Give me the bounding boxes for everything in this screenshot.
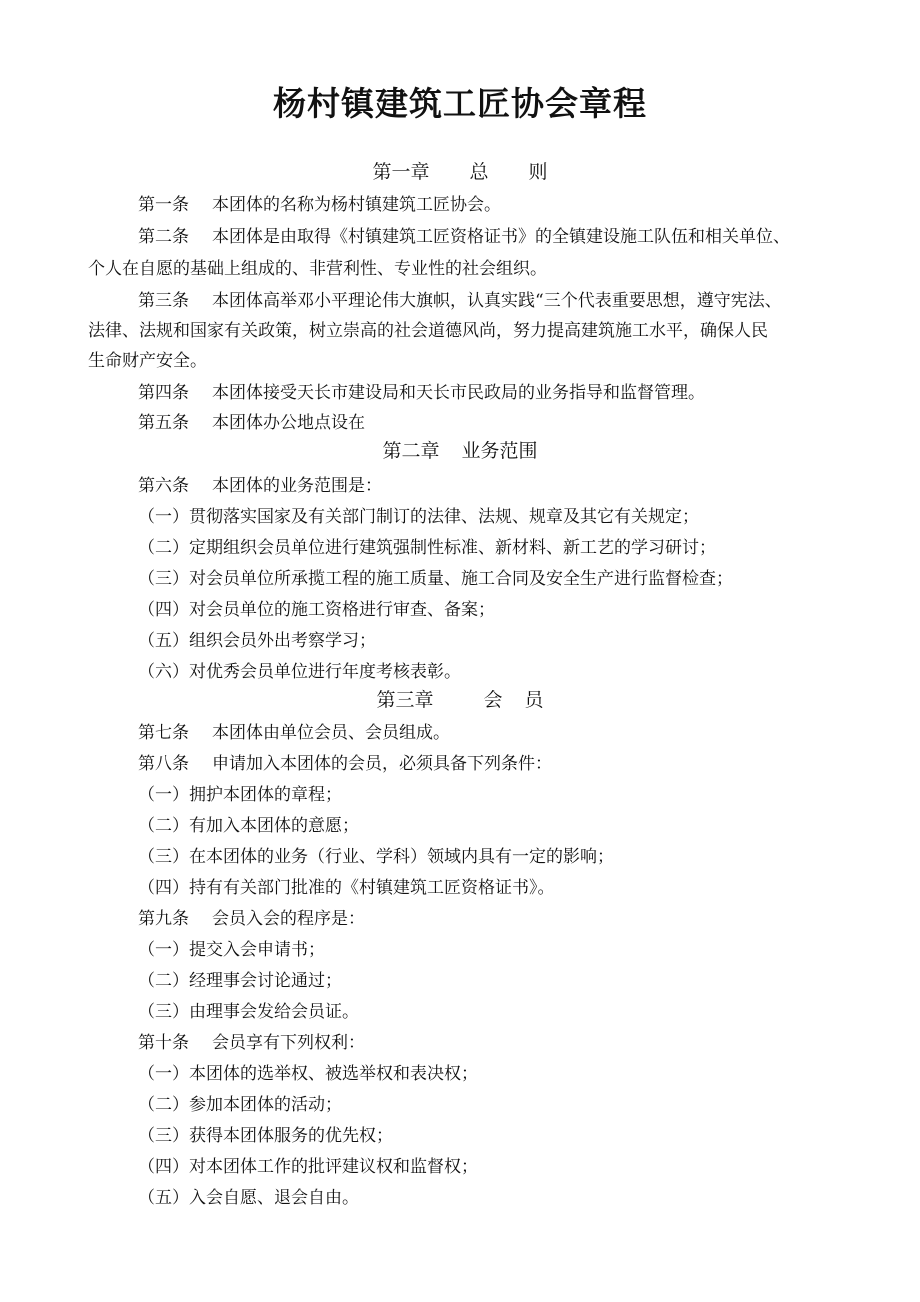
chapter-number: 第一章 <box>372 161 430 183</box>
article-text: 会员享有下列权利： <box>212 1033 365 1053</box>
list-item: （一）拥护本团体的章程； <box>138 785 342 805</box>
article-label: 第一条 <box>138 195 189 215</box>
article-text: 申请加入本团体的会员，必须具备下列条件： <box>212 754 552 774</box>
document-title: 杨村镇建筑工匠协会章程 <box>273 84 647 123</box>
article-label: 第四条 <box>138 383 189 403</box>
chapter-number: 第二章 <box>382 440 440 462</box>
list-item: （一）贯彻落实国家及有关部门制订的法律、法规、规章及其它有关规定； <box>138 507 699 527</box>
article-1 <box>138 190 501 215</box>
list-item: （四）持有有关部门批准的《村镇建筑工匠资格证书》。 <box>138 878 555 898</box>
article-label: 第二条 <box>138 227 189 247</box>
list-item: （五）入会自愿、退会自由。 <box>138 1188 359 1208</box>
article-6 <box>138 471 382 496</box>
article-text: 会员入会的程序是： <box>212 909 365 929</box>
chapter-1-heading <box>0 157 920 184</box>
article-text: 本团体高举邓小平理论伟大旗帜，认真实践“三个代表重要思想，遵守宪法、 <box>212 291 782 311</box>
chapter-title-part: 则 <box>528 161 548 183</box>
article-3-continuation: 生命财产安全。 <box>88 351 207 371</box>
chapter-number: 第三章 <box>376 689 434 711</box>
article-label: 第七条 <box>138 723 189 743</box>
article-3-continuation: 法律、法规和国家有关政策，树立崇高的社会道德风尚，努力提高建筑施工水平，确保人民 <box>88 321 768 341</box>
article-label: 第九条 <box>138 909 189 929</box>
article-text: 本团体接受天长市建设局和天长市民政局的业务指导和监督管理。 <box>212 383 705 403</box>
list-item: （三）由理事会发给会员证。 <box>138 1002 359 1022</box>
list-item: （一）本团体的选举权、被选举权和表决权； <box>138 1064 478 1084</box>
list-item: （三）对会员单位所承揽工程的施工质量、施工合同及安全生产进行监督检查； <box>138 569 733 589</box>
article-label: 第六条 <box>138 476 189 496</box>
chapter-title-part: 员 <box>524 689 544 711</box>
article-5 <box>138 408 365 433</box>
article-text: 本团体办公地点设在 <box>212 413 365 433</box>
chapter-title-part: 会 <box>483 689 503 711</box>
list-item: （二）参加本团体的活动； <box>138 1095 342 1115</box>
list-item: （二）定期组织会员单位进行建筑强制性标准、新材料、新工艺的学习研讨； <box>138 538 716 558</box>
article-label: 第三条 <box>138 291 189 311</box>
article-label: 第五条 <box>138 413 189 433</box>
article-2-continuation: 个人在自愿的基础上组成的、非营利性、专业性的社会组织。 <box>88 259 547 279</box>
list-item: （四）对会员单位的施工资格进行审查、备案； <box>138 600 495 620</box>
list-item: （六）对优秀会员单位进行年度考核表彰。 <box>138 662 461 682</box>
list-item: （四）对本团体工作的批评建议权和监督权； <box>138 1157 478 1177</box>
article-3 <box>138 286 782 311</box>
article-text: 本团体是由取得《村镇建筑工匠资格证书》的全镇建设施工队伍和相关单位、 <box>212 227 790 247</box>
list-item: （二）有加入本团体的意愿； <box>138 816 359 836</box>
chapter-title: 业务范围 <box>461 440 538 462</box>
article-9 <box>138 904 365 929</box>
chapter-3-heading <box>0 685 920 712</box>
article-label: 第十条 <box>138 1033 189 1053</box>
chapter-title-part: 总 <box>469 161 489 183</box>
article-text: 本团体的名称为杨村镇建筑工匠协会。 <box>212 195 501 215</box>
article-8 <box>138 749 552 774</box>
article-10 <box>138 1028 365 1053</box>
article-label: 第八条 <box>138 754 189 774</box>
chapter-2-heading <box>0 436 920 463</box>
list-item: （三）获得本团体服务的优先权； <box>138 1126 393 1146</box>
list-item: （三）在本团体的业务（行业、学科）领域内具有一定的影响； <box>138 847 614 867</box>
article-text: 本团体的业务范围是： <box>212 476 382 496</box>
list-item: （五）组织会员外出考察学习； <box>138 631 376 651</box>
article-text: 本团体由单位会员、会员组成。 <box>212 723 450 743</box>
article-4 <box>138 378 705 403</box>
article-7 <box>138 718 450 743</box>
list-item: （二）经理事会讨论通过； <box>138 971 342 991</box>
list-item: （一）提交入会申请书； <box>138 940 325 960</box>
article-2 <box>138 222 790 247</box>
